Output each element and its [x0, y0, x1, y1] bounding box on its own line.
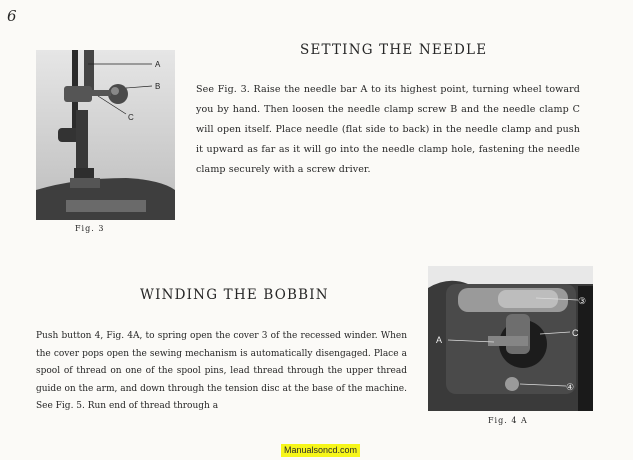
figure-4a-caption: Fig. 4 A: [488, 416, 528, 425]
figure-4a-label-a: A: [436, 335, 443, 345]
figure-3-label-b: B: [155, 82, 161, 91]
figure-3-caption: Fig. 3: [75, 224, 105, 233]
section-title-setting-needle: SETTING THE NEEDLE: [300, 42, 488, 58]
figure-4a-bobbin-photo: [428, 266, 593, 411]
section-body-setting-needle: See Fig. 3. Raise the needle bar A to its highest point, turning wheel toward you by hand. Then loosen the needle clamp screw B and the needle clamp C will open itself. Place needle (flat side to back) in the needle clamp and push it upward as far as it will go into the needle clamp hole, fastening the needle clamp securely with a screw driver.: [196, 84, 580, 175]
figure-3-label-c: C: [128, 113, 134, 122]
section-title-winding-bobbin: WINDING THE BOBBIN: [140, 287, 329, 303]
watermark-link[interactable]: Manualsoncd.com: [281, 444, 360, 457]
section-body-winding-bobbin: Push button 4, Fig. 4A, to spring open the cover 3 of the recessed winder. When the cover pops open the sewing mechanism is automatically disengaged. Place a spool of thread on one of the spool pins, lead thread through the upper thread guide on the arm, and down through the tension disc at the base of the machine. See Fig. 5. Run end of thread through a: [36, 331, 407, 411]
page-number: 6: [7, 7, 17, 25]
figure-3-needle-photo: [36, 50, 175, 220]
figure-3-label-a: A: [155, 60, 161, 69]
figure-4a-label-c: C: [572, 328, 579, 338]
figure-4a-label-4: ④: [566, 382, 575, 392]
figure-4a-label-3: ③: [578, 296, 587, 306]
